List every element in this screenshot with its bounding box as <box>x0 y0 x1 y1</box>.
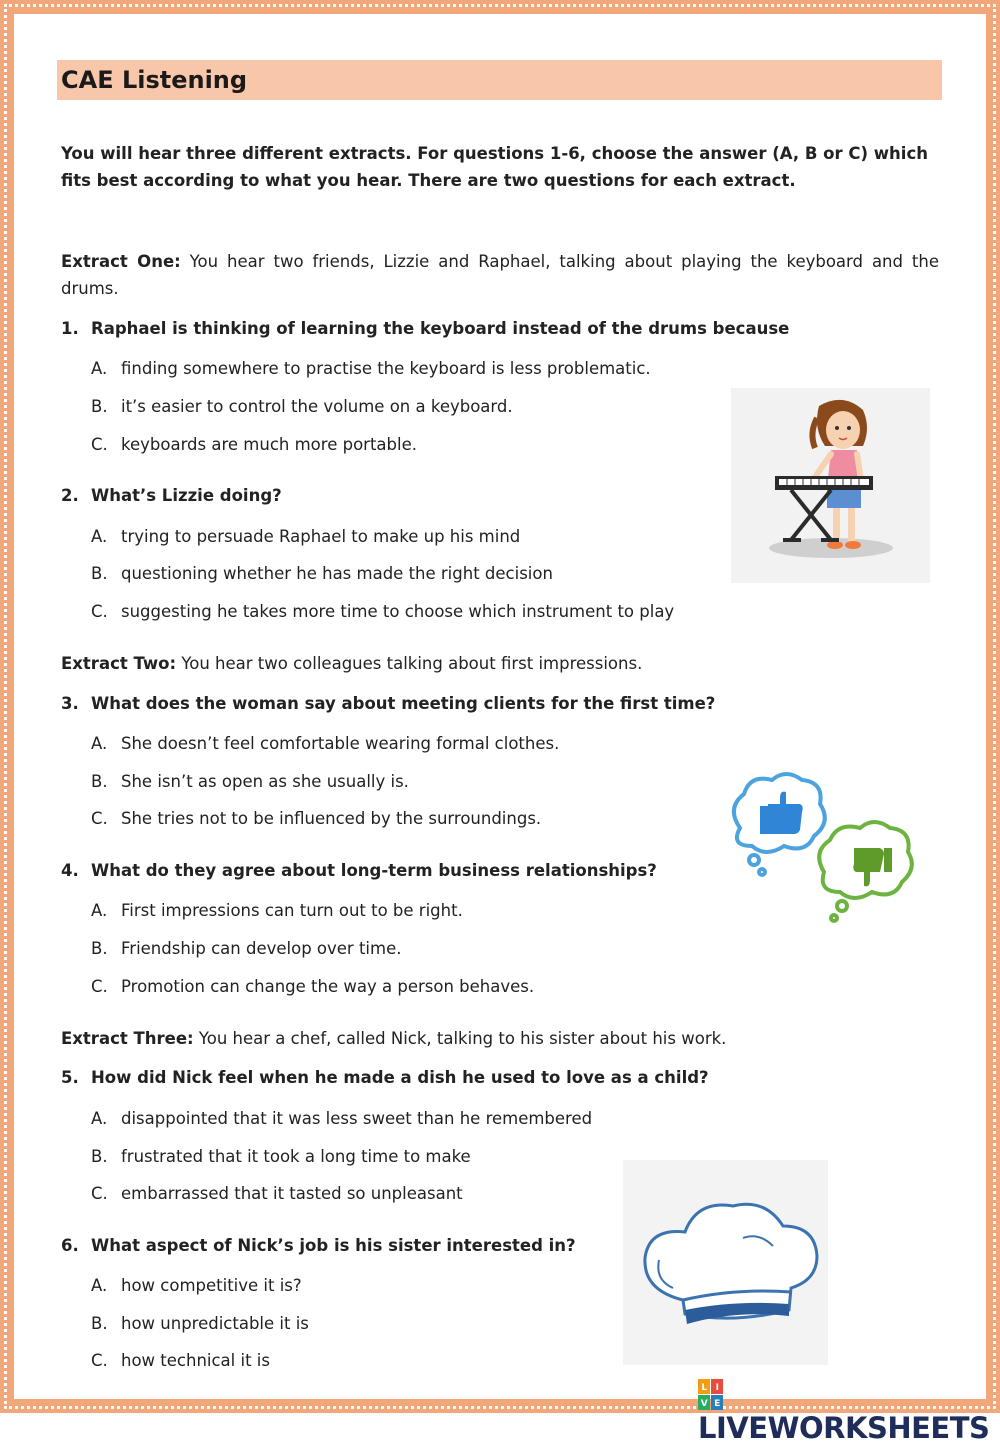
extract-three <box>61 1025 939 1052</box>
option-text: it’s easier to control the volume on a keyboard. <box>121 397 513 416</box>
option-text: keyboards are much more portable. <box>121 435 417 454</box>
question-text: How did Nick feel when he made a dish he used to love as a child? <box>91 1068 709 1087</box>
girl-keyboard-illustration <box>731 388 930 583</box>
svg-text:I: I <box>715 1383 719 1393</box>
question-text: What aspect of Nick’s job is his sister interested in? <box>91 1236 576 1255</box>
option-text: how unpredictable it is <box>121 1314 309 1333</box>
option-text: frustrated that it took a long time to make <box>121 1147 471 1166</box>
option-letter: C. <box>91 602 108 621</box>
extract-two <box>61 650 939 677</box>
question-text: What do they agree about long-term business relationships? <box>91 861 657 880</box>
option-letter: C. <box>91 435 108 454</box>
option-letter: C. <box>91 809 108 828</box>
question-number: 4. <box>61 861 79 880</box>
question-5 <box>61 1066 941 1090</box>
question-3 <box>61 692 941 716</box>
liveworksheets-watermark <box>698 1376 1000 1445</box>
option-4b[interactable] <box>91 937 731 961</box>
option-letter: B. <box>91 1147 108 1166</box>
option-letter: A. <box>91 734 108 753</box>
watermark-text: LIVEWORKSHEETS <box>698 1411 990 1445</box>
option-1b[interactable] <box>91 395 731 419</box>
option-text: Friendship can develop over time. <box>121 939 402 958</box>
extract-one <box>61 248 939 302</box>
extract-label: Extract One: <box>61 252 181 271</box>
question-number: 6. <box>61 1236 79 1255</box>
option-5a[interactable] <box>91 1107 731 1131</box>
option-text: suggesting he takes more time to choose which instrument to play <box>121 602 675 621</box>
option-letter: B. <box>91 772 108 791</box>
option-letter: A. <box>91 901 108 920</box>
option-text: how technical it is <box>121 1351 270 1370</box>
extract-description: You hear a chef, called Nick, talking to his sister about his work. <box>198 1029 727 1048</box>
option-4a[interactable] <box>91 899 731 923</box>
svg-text:L: L <box>701 1383 707 1393</box>
option-2b[interactable] <box>91 562 731 586</box>
question-text: What does the woman say about meeting clients for the first time? <box>91 694 716 713</box>
option-letter: B. <box>91 1314 108 1333</box>
option-letter: A. <box>91 1109 108 1128</box>
option-text: She isn’t as open as she usually is. <box>121 772 409 791</box>
option-2c[interactable] <box>91 600 731 624</box>
option-3c[interactable] <box>91 807 731 831</box>
option-text: trying to persuade Raphael to make up his mind <box>121 527 521 546</box>
question-1 <box>61 317 941 341</box>
option-text: She doesn’t feel comfortable wearing formal clothes. <box>121 734 560 753</box>
question-number: 3. <box>61 694 79 713</box>
option-letter: A. <box>91 359 108 378</box>
option-4c[interactable] <box>91 975 731 999</box>
question-number: 2. <box>61 486 79 505</box>
option-1a[interactable] <box>91 357 731 381</box>
option-text: First impressions can turn out to be right. <box>121 901 463 920</box>
page-title: CAE Listening <box>57 60 942 100</box>
question-number: 5. <box>61 1068 79 1087</box>
question-number: 1. <box>61 319 79 338</box>
option-letter: A. <box>91 1276 108 1295</box>
option-letter: C. <box>91 1184 108 1203</box>
extract-label: Extract Three: <box>61 1029 194 1048</box>
extract-description: You hear two colleagues talking about first impressions. <box>181 654 643 673</box>
option-letter: C. <box>91 1351 108 1370</box>
option-2a[interactable] <box>91 525 731 549</box>
option-1c[interactable] <box>91 433 731 457</box>
option-text: She tries not to be influenced by the surroundings. <box>121 809 542 828</box>
chef-hat-illustration <box>623 1160 828 1365</box>
option-text: finding somewhere to practise the keyboard is less problematic. <box>121 359 651 378</box>
option-letter: B. <box>91 939 108 958</box>
option-letter: B. <box>91 397 108 416</box>
option-text: how competitive it is? <box>121 1276 302 1295</box>
liveworksheets-logo-icon <box>698 1379 724 1411</box>
option-letter: C. <box>91 977 108 996</box>
option-3b[interactable] <box>91 770 731 794</box>
svg-text:E: E <box>714 1399 720 1409</box>
extract-description: You hear two friends, Lizzie and Raphael, talking about playing the keyboard and the drums. <box>61 252 939 298</box>
option-text: disappointed that it was less sweet than he remembered <box>121 1109 593 1128</box>
option-letter: A. <box>91 527 108 546</box>
question-text: Raphael is thinking of learning the keyboard instead of the drums because <box>91 319 790 338</box>
option-text: questioning whether he has made the right decision <box>121 564 553 583</box>
option-3a[interactable] <box>91 732 731 756</box>
option-text: embarrassed that it tasted so unpleasant <box>121 1184 463 1203</box>
instructions: You will hear three different extracts. For questions 1-6, choose the answer (A, B or C) which fits best according to what you hear. There are two questions for each extract. <box>61 144 928 190</box>
option-text: Promotion can change the way a person behaves. <box>121 977 535 996</box>
option-letter: B. <box>91 564 108 583</box>
thumbs-clouds-illustration <box>720 768 920 928</box>
question-text: What’s Lizzie doing? <box>91 486 282 505</box>
svg-text:V: V <box>700 1399 708 1409</box>
extract-label: Extract Two: <box>61 654 177 673</box>
